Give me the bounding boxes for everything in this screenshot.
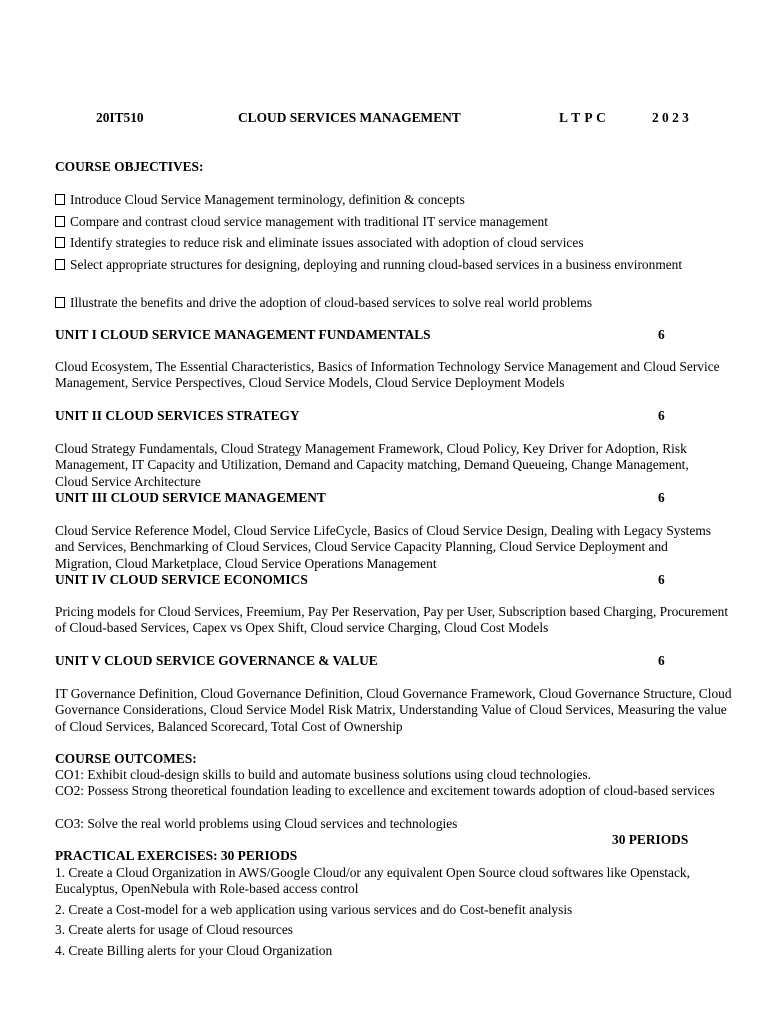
unit-4-title: UNIT IV CLOUD SERVICE ECONOMICS — [55, 572, 308, 587]
bullet-box-icon — [55, 259, 65, 270]
unit-4-hours: 6 — [658, 572, 665, 587]
unit-1-title: UNIT I CLOUD SERVICE MANAGEMENT FUNDAMENTALS — [55, 327, 431, 342]
course-title: CLOUD SERVICES MANAGEMENT — [238, 110, 461, 125]
objective-item: Identify strategies to reduce risk and eliminate issues associated with adoption of cloud services — [55, 235, 745, 251]
unit-5-title: UNIT V CLOUD SERVICE GOVERNANCE & VALUE — [55, 653, 378, 668]
unit-2-title: UNIT II CLOUD SERVICES STRATEGY — [55, 408, 300, 423]
course-code: 20IT510 — [96, 110, 144, 125]
ltpc-values: 2 0 2 3 — [652, 110, 689, 125]
unit-2-hours: 6 — [658, 408, 665, 423]
unit-3-hours: 6 — [658, 490, 665, 505]
bullet-box-icon — [55, 194, 65, 205]
outcome-item: CO1: Exhibit cloud-design skills to build and automate business solutions using cloud technologies. — [55, 767, 591, 782]
practical-item: 2. Create a Cost-model for a web application using various services and do Cost-benefit analysis — [55, 902, 573, 917]
unit-2-body: Cloud Strategy Fundamentals, Cloud Strategy Management Framework, Cloud Policy, Key Driver for Adoption, Risk Management, IT Capacity and Utilization, Demand and Capacity matching, Demand Queueing, Change Management, Cloud Service Architecture — [55, 441, 689, 489]
outcome-item: CO3: Solve the real world problems using Cloud services and technologies — [55, 816, 458, 831]
objective-item: Introduce Cloud Service Management terminology, definition & concepts — [55, 192, 745, 208]
unit-1-body: Cloud Ecosystem, The Essential Characteristics, Basics of Information Technology Service Management and Cloud Service Management, Service Perspectives, Cloud Service Models, Cloud Service Deployment Models — [55, 359, 720, 391]
ltpc-label: L T P C — [559, 110, 606, 125]
bullet-box-icon — [55, 297, 65, 308]
objective-item: Select appropriate structures for designing, deploying and running cloud-based services in a business environment — [55, 257, 725, 273]
unit-3-title: UNIT III CLOUD SERVICE MANAGEMENT — [55, 490, 326, 505]
objective-item: Illustrate the benefits and drive the adoption of cloud-based services to solve real world problems — [55, 295, 745, 311]
unit-1-hours: 6 — [658, 327, 665, 342]
outcome-item: CO2: Possess Strong theoretical foundation leading to excellence and excitement towards adoption of cloud-based services — [55, 783, 715, 798]
objective-item: Compare and contrast cloud service management with traditional IT service management — [55, 214, 745, 230]
practical-item: 3. Create alerts for usage of Cloud resources — [55, 922, 293, 937]
unit-3-body: Cloud Service Reference Model, Cloud Service LifeCycle, Basics of Cloud Service Design, Dealing with Legacy Systems and Services, Benchmarking of Cloud Services, Cloud Service Capacity Planning, Cloud Service Deployment and Migration, Cloud Marketplace, Cloud Service Operations Management — [55, 523, 711, 571]
total-periods: 30 PERIODS — [612, 832, 689, 847]
practical-item: 1. Create a Cloud Organization in AWS/Google Cloud/or any equivalent Open Source cloud softwares like Openstack, Eucalyptus, OpenNebula with Role-based access control — [55, 865, 690, 897]
outcomes-heading: COURSE OUTCOMES: — [55, 751, 197, 766]
unit-5-body: IT Governance Definition, Cloud Governance Definition, Cloud Governance Framework, Cloud Governance Structure, Cloud Governance Considerations, Cloud Service Model Risk Matrix, Understanding Value of Cloud Services, Measuring the value of Cloud Services, Balanced Scorecard, Total Cost of Ownership — [55, 686, 732, 734]
practical-heading: PRACTICAL EXERCISES: 30 PERIODS — [55, 848, 298, 863]
bullet-box-icon — [55, 237, 65, 248]
practical-item: 4. Create Billing alerts for your Cloud Organization — [55, 943, 333, 958]
unit-4-body: Pricing models for Cloud Services, Freemium, Pay Per Reservation, Pay per User, Subscription based Charging, Procurement of Cloud-based Services, Capex vs Opex Shift, Cloud service Charging, Cloud Cost Models — [55, 604, 729, 636]
unit-5-hours: 6 — [658, 653, 665, 668]
objectives-heading: COURSE OBJECTIVES: — [55, 159, 204, 174]
bullet-box-icon — [55, 216, 65, 227]
